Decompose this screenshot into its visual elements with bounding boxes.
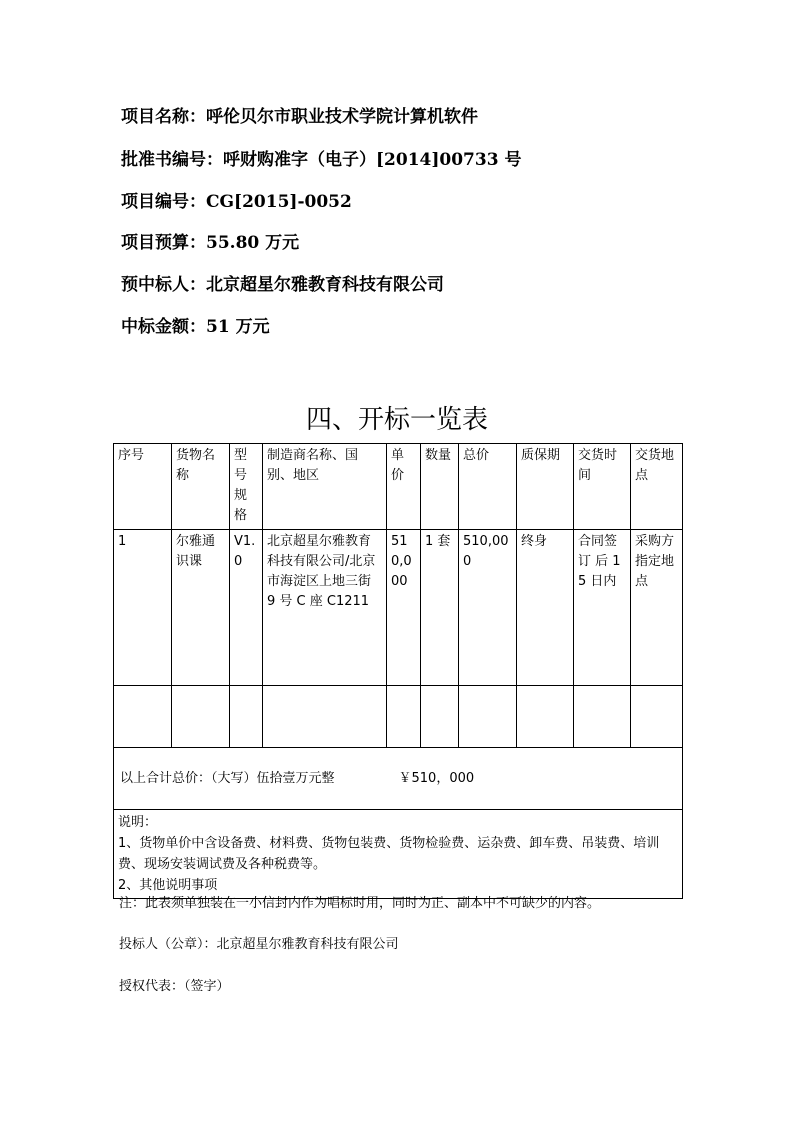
table-cell	[631, 686, 683, 748]
table-cell	[263, 686, 387, 748]
header-cell: 交货时间	[574, 444, 631, 530]
footer-bidder: 投标人（公章）：北京超星尔雅教育科技有限公司	[119, 937, 399, 952]
table-cell	[459, 686, 517, 748]
info-project-number	[121, 192, 352, 212]
total-row	[114, 748, 683, 810]
notes-item: 1、货物单价中含设备费、材料费、货物包装费、货物检验费、运杂费、卸车费、吊装费、培训费、现场安装调试费及各种税费等。	[118, 836, 660, 872]
total-amount: ￥510，000	[398, 770, 475, 786]
header-cell: 总价	[459, 444, 517, 530]
total-label: 以上合计总价：（大写）伍拾壹万元整	[120, 770, 335, 786]
header-cell: 单价	[387, 444, 421, 530]
table-cell	[230, 686, 263, 748]
table-cell	[421, 686, 459, 748]
footer-representative: 授权代表：（签字）	[119, 979, 230, 994]
notes-item: 2、其他说明事项	[118, 878, 218, 893]
info-label: 预中标人：	[121, 275, 206, 295]
header-cell: 数量	[421, 444, 459, 530]
table-cell: 合同签订 后 15 日内	[574, 530, 631, 686]
table-cell: 终身	[517, 530, 574, 686]
table-cell: 北京超星尔雅教育科技有限公司/北京市海淀区上地三街 9 号 C 座 C1211	[263, 530, 387, 686]
header-cell: 质保期	[517, 444, 574, 530]
notes-title: 说明：	[118, 815, 158, 830]
header-cell: 交货地点	[631, 444, 683, 530]
table-row	[114, 530, 683, 686]
footer-note: 注：此表须单独装在一小信封内作为唱标时用，同时为正、副本中不可缺少的内容。	[119, 896, 601, 911]
table-title: 四、开标一览表	[305, 405, 488, 435]
info-label: 项目名称：	[121, 107, 206, 127]
table-cell: 510,000	[459, 530, 517, 686]
bid-table	[113, 443, 683, 899]
info-value: 呼伦贝尔市职业技术学院计算机软件	[206, 107, 478, 127]
info-value: 55.80 万元	[206, 233, 300, 253]
table-cell	[172, 686, 230, 748]
total-cell	[114, 748, 683, 810]
header-cell: 型号规格	[230, 444, 263, 530]
table-cell: 1	[114, 530, 172, 686]
table-cell: 尔雅通识课	[172, 530, 230, 686]
header-cell: 货物名称	[172, 444, 230, 530]
info-project-name	[121, 107, 478, 127]
info-winner	[121, 275, 444, 295]
table-header-row	[114, 444, 683, 530]
info-label: 项目预算：	[121, 233, 206, 253]
table-cell	[114, 686, 172, 748]
table-cell: 1 套	[421, 530, 459, 686]
table-cell	[387, 686, 421, 748]
info-budget	[121, 233, 299, 253]
table-cell: 510,000	[387, 530, 421, 686]
info-approval-number	[121, 150, 521, 170]
info-amount	[121, 317, 270, 337]
empty-table-row	[114, 686, 683, 748]
info-label: 中标金额：	[121, 317, 206, 337]
table-cell: 采购方指定地点	[631, 530, 683, 686]
header-cell: 序号	[114, 444, 172, 530]
notes-row	[114, 810, 683, 899]
notes-cell	[114, 810, 683, 899]
table-cell: V1.0	[230, 530, 263, 686]
table-cell	[517, 686, 574, 748]
info-value: CG[2015]-0052	[206, 192, 352, 212]
info-label: 批准书编号：	[121, 150, 223, 170]
info-value: 北京超星尔雅教育科技有限公司	[206, 275, 444, 295]
table-cell	[574, 686, 631, 748]
info-label: 项目编号：	[121, 192, 206, 212]
info-value: 51 万元	[206, 317, 270, 337]
header-cell: 制造商名称、国别、地区	[263, 444, 387, 530]
info-value: 呼财购准字（电子）[2014]00733 号	[223, 150, 522, 170]
